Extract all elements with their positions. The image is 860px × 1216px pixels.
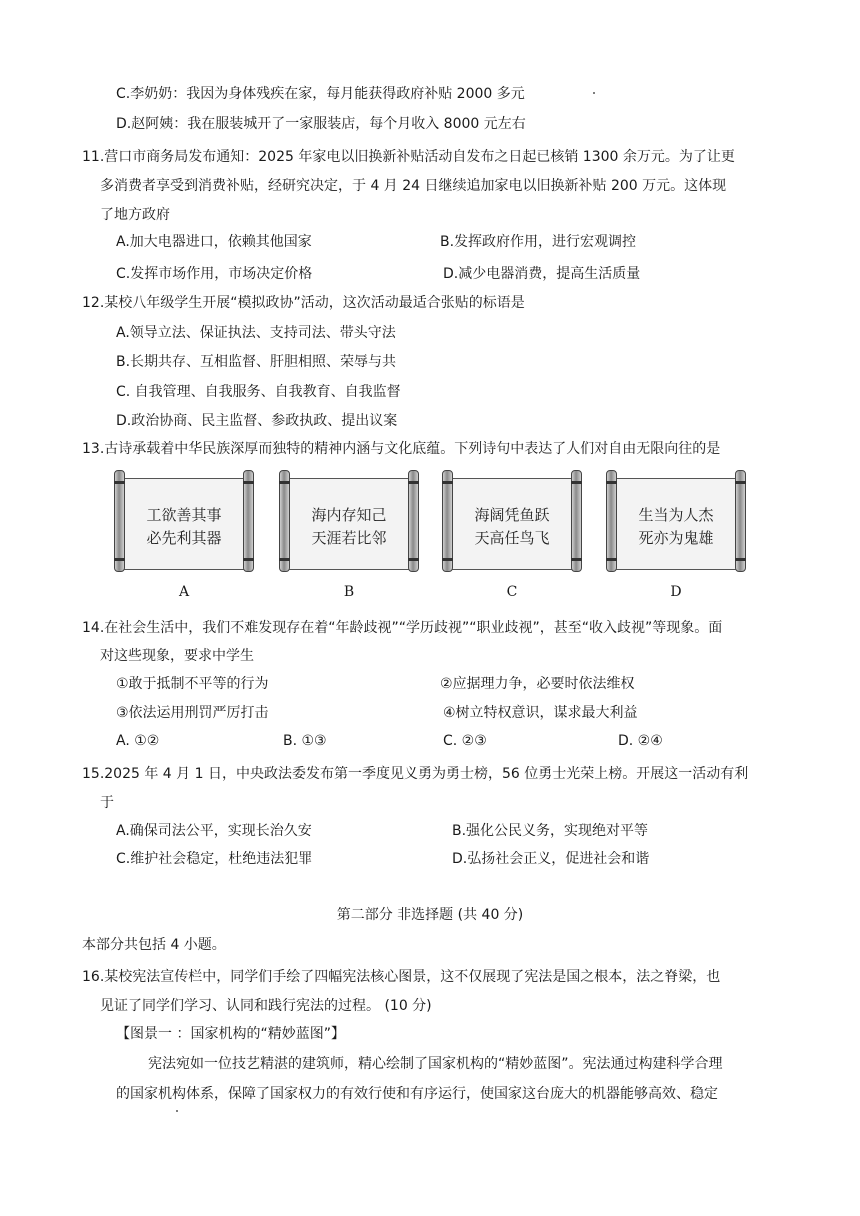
q14-item-4: ④树立特权意识，谋求最大利益 <box>443 705 638 721</box>
poem-line1: 海阔凭鱼跃 <box>474 506 550 524</box>
q11-stem-line1: 11.营口市商务局发布通知：2025 年家电以旧换新补贴活动自发布之日起已核销 1300 余万元。为了让更 <box>82 149 735 165</box>
scroll-label-c: C <box>506 584 518 600</box>
q11-stem-line3: 了地方政府 <box>100 207 170 223</box>
q15-option-a: A.确保司法公平，实现长治久安 <box>116 823 312 839</box>
scroll-rod <box>735 470 746 572</box>
q16-stem-line1: 16.某校宪法宣传栏中，同学们手绘了四幅宪法核心图景，这不仅展现了宪法是国之根本，法之脊梁，也 <box>82 969 721 985</box>
poem-line1: 生当为人杰 <box>638 506 714 524</box>
q14-option-d: D. ②④ <box>618 733 663 749</box>
q12-option-a: A.领导立法、保证执法、支持司法、带头守法 <box>116 325 396 341</box>
scroll-b <box>277 468 421 576</box>
part2-heading: 第二部分 非选择题 (共 40 分) <box>336 907 524 923</box>
scan-speck <box>176 1110 178 1112</box>
q14-item-3: ③依法运用刑罚严厉打击 <box>116 705 269 721</box>
scroll-poem <box>126 504 242 550</box>
q14-option-c: C. ②③ <box>443 733 487 749</box>
q11-option-b: B.发挥政府作用，进行宏观调控 <box>440 234 637 250</box>
scroll-rod <box>114 470 125 572</box>
scroll-d <box>604 468 748 576</box>
scroll-c <box>440 468 584 576</box>
poem-line2: 天涯若比邻 <box>311 529 387 547</box>
q11-option-a: A.加大电器进口，依赖其他国家 <box>116 234 312 250</box>
scroll-rod <box>243 470 254 572</box>
scroll-rod <box>442 470 453 572</box>
q14-item-2: ②应据理力争，必要时依法维权 <box>440 676 635 692</box>
q16-paragraph-line2: 的国家机构体系，保障了国家权力的有效行使和有序运行，使国家这台庞大的机器能够高效、稳定 <box>116 1086 718 1102</box>
q12-stem: 12.某校八年级学生开展“模拟政协”活动，这次活动最适合张贴的标语是 <box>82 295 525 311</box>
q10-option-c: C.李奶奶：我因为身体残疾在家，每月能获得政府补贴 2000 多元 <box>116 86 525 102</box>
q16-paragraph-line1: 宪法宛如一位技艺精湛的建筑师，精心绘制了国家机构的“精妙蓝图”。宪法通过构建科学合理 <box>148 1056 723 1072</box>
scroll-rod <box>279 470 290 572</box>
q14-option-b: B. ①③ <box>283 733 327 749</box>
scroll-label-a: A <box>178 584 190 600</box>
q15-option-c: C.维护社会稳定，杜绝违法犯罪 <box>116 851 313 867</box>
poem-scrolls <box>112 468 752 600</box>
q15-option-d: D.弘扬社会正义，促进社会和谐 <box>452 851 650 867</box>
poem-line2: 天高任鸟飞 <box>474 529 550 547</box>
scroll-poem <box>618 504 734 550</box>
scroll-poem <box>454 504 570 550</box>
q11-stem-line2: 多消费者享受到消费补贴，经研究决定，于 4 月 24 日继续追加家电以旧换新补贴 200 万元。这体现 <box>100 178 727 194</box>
q12-option-c: C. 自我管理、自我服务、自我教育、自我监督 <box>116 384 401 400</box>
scroll-rod <box>571 470 582 572</box>
q14-option-a: A. ①② <box>116 733 160 749</box>
part2-intro: 本部分共包括 4 小题。 <box>82 937 226 953</box>
q16-stem-line2: 见证了同学们学习、认同和践行宪法的过程。 (10 分) <box>100 998 432 1014</box>
q11-option-c: C.发挥市场作用，市场决定价格 <box>116 266 313 282</box>
q11-option-d: D.减少电器消费，提高生活质量 <box>443 266 641 282</box>
poem-line1: 工欲善其事 <box>146 506 222 524</box>
q12-option-d: D.政治协商、民主监督、参政执政、提出议案 <box>116 413 398 429</box>
poem-line2: 死亦为鬼雄 <box>638 529 714 547</box>
q10-option-d: D.赵阿姨：我在服装城开了一家服装店，每个月收入 8000 元左右 <box>116 116 526 132</box>
scroll-label-d: D <box>670 584 682 600</box>
q15-stem-line1: 15.2025 年 4 月 1 日，中央政法委发布第一季度见义勇为勇士榜，56 位勇士光荣上榜。开展这一活动有利 <box>82 766 749 782</box>
scroll-rod <box>408 470 419 572</box>
poem-line1: 海内存知己 <box>311 506 387 524</box>
q12-option-b: B.长期共存、互相监督、肝胆相照、荣辱与共 <box>116 354 397 370</box>
poem-line2: 必先利其器 <box>146 529 222 547</box>
scroll-a <box>112 468 256 576</box>
scroll-poem <box>291 504 407 550</box>
q14-item-1: ①敢于抵制不平等的行为 <box>116 676 269 692</box>
scan-speck <box>593 92 595 94</box>
scroll-label-b: B <box>343 584 355 600</box>
q15-stem-line2: 于 <box>100 795 114 811</box>
q16-scene1-title: 【图景一 ：国家机构的“精妙蓝图”】 <box>116 1026 345 1042</box>
q13-stem: 13.古诗承载着中华民族深厚而独特的精神内涵与文化底蕴。下列诗句中表达了人们对自由无限向往的是 <box>82 441 721 457</box>
q14-stem-line2: 对这些现象，要求中学生 <box>100 648 254 664</box>
scroll-rod <box>606 470 617 572</box>
q15-option-b: B.强化公民义务，实现绝对平等 <box>452 823 649 839</box>
q14-stem-line1: 14.在社会生活中，我们不难发现存在着“年龄歧视”“学历歧视”“职业歧视”，甚至“收入歧视”等现象。面 <box>82 620 723 636</box>
